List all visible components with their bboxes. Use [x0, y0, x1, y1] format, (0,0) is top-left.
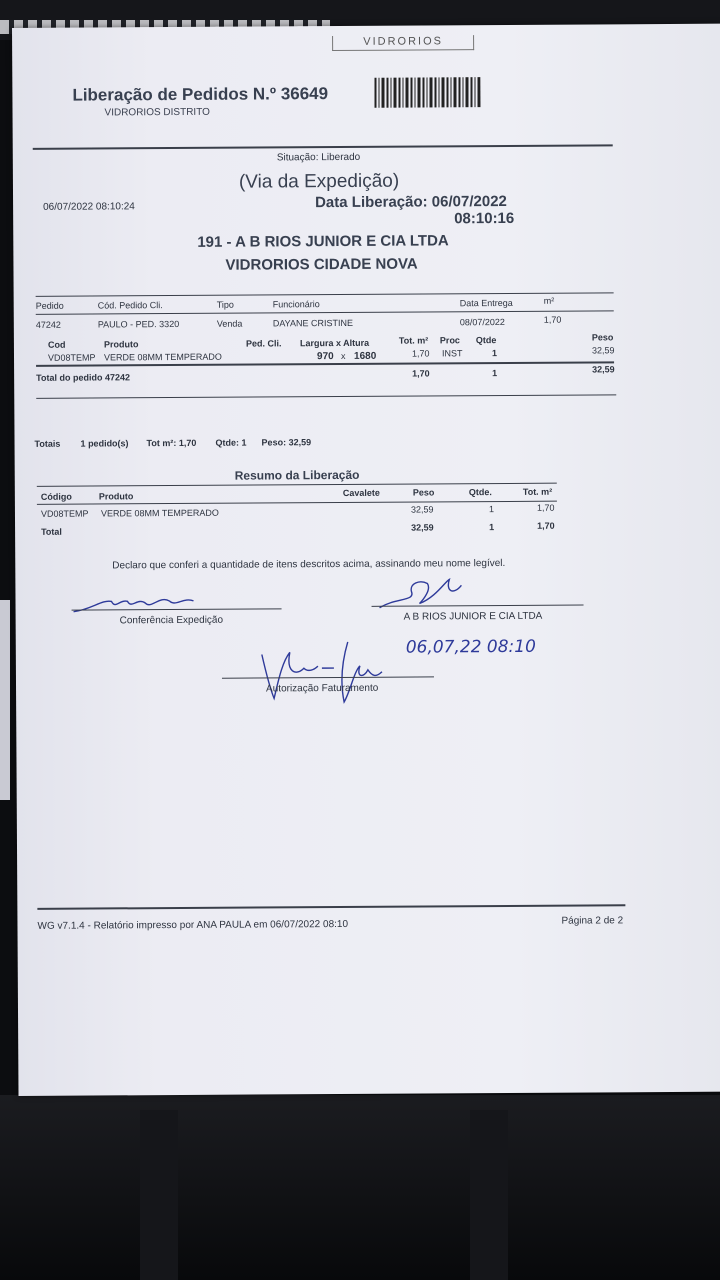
header-funcionario: Funcionário — [272, 299, 320, 310]
resumo-total-qtde: 1 — [489, 522, 495, 533]
background-stripe — [140, 1110, 178, 1280]
totais-label: Totais — [34, 438, 61, 449]
barcode — [374, 77, 480, 108]
resumo-header-peso: Peso — [412, 487, 435, 498]
row-tipo: Venda — [216, 318, 243, 329]
conferencia-label: Conferência Expedição — [119, 614, 224, 627]
footer-page-number: Página 2 de 2 — [561, 915, 624, 927]
total-pedido-m2: 1,70 — [412, 368, 430, 379]
header-m2: m² — [543, 295, 555, 306]
client-signature — [375, 573, 485, 614]
autorizacao-label: Autorização Faturamento — [266, 682, 379, 695]
situacao-label: Situação: Liberado — [276, 151, 361, 164]
row-m2: 1,70 — [543, 314, 562, 325]
item-altura: 1680 — [353, 350, 377, 362]
divider — [36, 292, 614, 297]
item-header-ped-cli: Ped. Cli. — [245, 338, 282, 349]
data-liberacao: Data Liberação: 06/07/2022 — [315, 192, 507, 212]
header-tipo: Tipo — [216, 299, 234, 310]
company-subtitle: VIDRORIOS DISTRITO — [104, 106, 210, 119]
header-pedido: Pedido — [35, 300, 64, 311]
client-name: 191 - A B RIOS JUNIOR E CIA LTDA — [197, 232, 449, 251]
resumo-row-qtde: 1 — [488, 504, 494, 515]
row-cod-pedido-cli: PAULO - PED. 3320 — [97, 318, 180, 330]
background-bottom — [0, 1095, 720, 1280]
document-title: Liberação de Pedidos N.º 36649 — [72, 84, 329, 105]
item-header-tot-m2: Tot. m² — [398, 335, 429, 346]
totais-peso: Peso: 32,59 — [261, 437, 312, 448]
divider — [36, 310, 614, 315]
divider — [37, 904, 625, 910]
footer-printed-by: WG v7.1.4 - Relatório impresso por ANA PAULA em 06/07/2022 08:10 — [37, 918, 349, 932]
resumo-total-tot-m2: 1,70 — [537, 520, 555, 531]
handwritten-date: 06,07,22 08:10 — [405, 636, 536, 658]
via-label: (Via da Expedição) — [238, 170, 400, 193]
client-label: A B RIOS JUNIOR E CIA LTDA — [403, 610, 543, 623]
client-branch: VIDRORIOS CIDADE NOVA — [225, 255, 418, 274]
stub-text: VIDRORIOS — [332, 35, 474, 51]
total-pedido-label: Total do pedido 47242 — [36, 372, 131, 383]
item-cod: VD08TEMP — [47, 352, 96, 363]
item-qtde: 1 — [491, 348, 498, 359]
declaration-text: Declaro que conferi a quantidade de itens descritos acima, assinando meu nome legível. — [112, 557, 506, 572]
resumo-row-produto: VERDE 08MM TEMPERADO — [100, 507, 219, 519]
item-tot-m2: 1,70 — [411, 348, 430, 359]
item-x: x — [340, 350, 346, 361]
item-header-qtde: Qtde — [475, 335, 497, 346]
item-header-peso: Peso — [591, 332, 614, 343]
item-header-proc: Proc — [439, 335, 460, 346]
resumo-title: Resumo da Liberação — [234, 467, 360, 483]
item-produto: VERDE 08MM TEMPERADO — [103, 351, 222, 363]
resumo-row-tot-m2: 1,70 — [536, 502, 555, 513]
resumo-row-codigo: VD08TEMP — [40, 508, 89, 519]
resumo-row-peso: 32,59 — [410, 504, 434, 515]
resumo-header-codigo: Código — [40, 491, 72, 502]
total-pedido-qtde: 1 — [492, 368, 498, 379]
row-pedido: 47242 — [35, 319, 61, 330]
resumo-total-label: Total — [41, 526, 62, 537]
background-sheet-edge — [0, 600, 10, 800]
item-peso: 32,59 — [591, 345, 615, 356]
header-data-entrega: Data Entrega — [459, 297, 513, 309]
document-page — [12, 24, 720, 1096]
total-pedido-peso: 32,59 — [592, 364, 615, 375]
resumo-total-peso: 32,59 — [411, 522, 434, 533]
item-largura: 970 — [316, 351, 334, 363]
header-cod-pedido-cli: Cód. Pedido Cli. — [97, 300, 163, 311]
item-header-largura-altura: Largura x Altura — [299, 337, 370, 349]
hora-liberacao: 08:10:16 — [454, 209, 515, 228]
item-proc: INST — [441, 348, 463, 359]
divider — [33, 144, 613, 150]
totais-m2: Tot m²: 1,70 — [146, 437, 197, 449]
autorizacao-signature — [256, 632, 406, 713]
row-funcionario: DAYANE CRISTINE — [272, 317, 354, 329]
divider — [36, 394, 616, 399]
background-stripe — [470, 1110, 508, 1280]
conferencia-signature — [71, 587, 211, 618]
totais-qtde: Qtde: 1 — [215, 437, 247, 448]
totais-pedidos: 1 pedido(s) — [80, 438, 129, 449]
item-header-produto: Produto — [103, 339, 139, 350]
row-data-entrega: 08/07/2022 — [459, 316, 505, 328]
resumo-header-produto: Produto — [98, 491, 134, 502]
printed-timestamp: 06/07/2022 08:10:24 — [43, 201, 135, 213]
item-header-cod: Cod — [47, 339, 66, 350]
resumo-header-tot-m2: Tot. m² — [522, 486, 553, 497]
resumo-header-qtde: Qtde. — [468, 487, 492, 498]
resumo-header-cavalete: Cavalete — [342, 487, 380, 498]
